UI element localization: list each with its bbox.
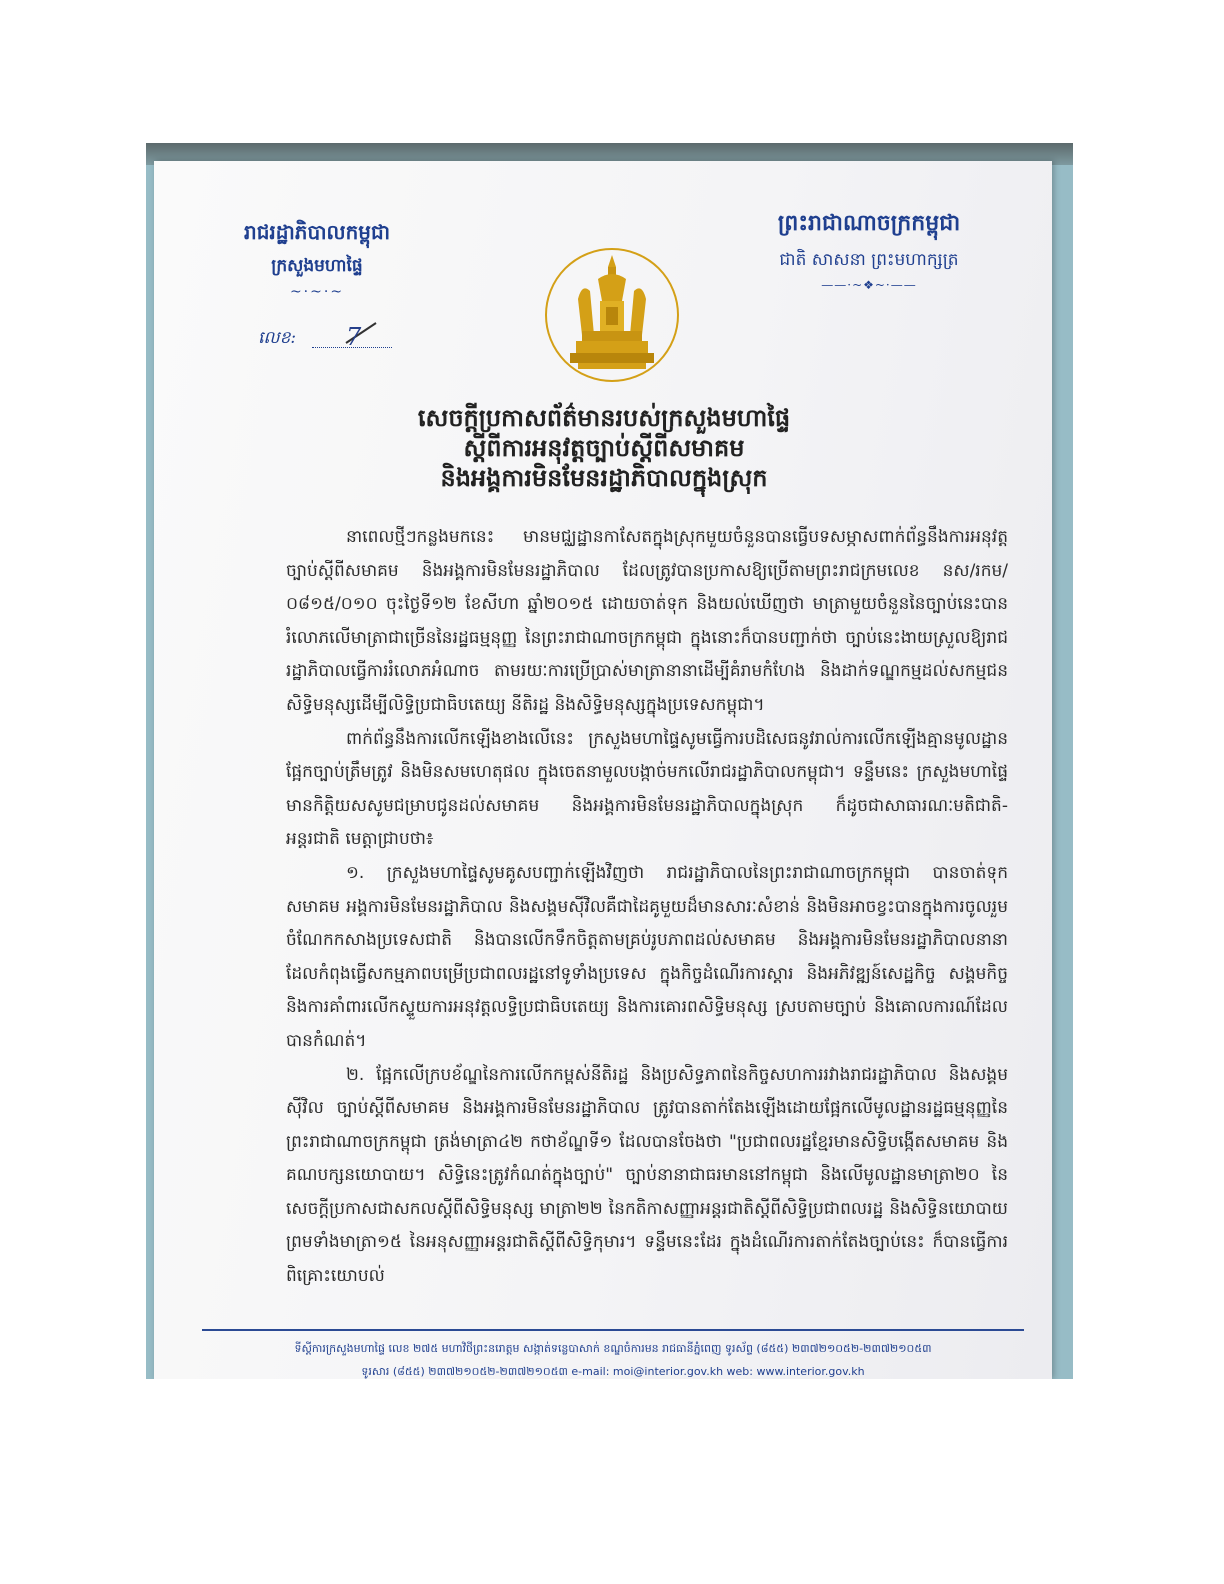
title-line-2: ស្តីពីការអនុវត្តច្បាប់ស្តីពីសមាគម [463, 433, 745, 462]
footer-contact: ទូរសារ (៨៥៥) ២៣៧២១០៥២-២៣៧២១០៥៣ e-mail: moi@interior.gov.kh web: www.interior.gov.kh [361, 1365, 865, 1378]
government-name: រាជរដ្ឋាភិបាលកម្ពុជា [244, 220, 390, 244]
ministry-header [232, 219, 402, 300]
kingdom-header [744, 209, 994, 292]
kingdom-name: ព្រះរាជាណាចក្រកម្ពុជា [777, 210, 961, 236]
letter-sheet [154, 161, 1052, 1379]
paragraph: នាពេលថ្មីៗកន្លងមកនេះ មានមជ្ឈដ្ឋានកាសែតក្នុងស្រុកមួយចំនួនបានធ្វើបទសម្ភាសពាក់ព័ន្ធនឹងការអនុវត្តច្បាប់ស្តីពីសមាគម និងអង្គការមិនមែនរដ្ឋាភិបាល ដែលត្រូវបានប្រកាសឱ្យប្រើតាមព្រះរាជក្រមលេខ នស/រកម/ ០៨១៥/០១០ ចុះថ្ងៃទី១២ ខែសីហា ឆ្នាំ២០១៥ ដោយចាត់ទុក និងយល់ឃើញថា មាត្រាមួយចំនួននៃច្បាប់នេះបានរំលោភលើមាត្រាជាច្រើននៃរដ្ឋធម្មនុញ្ញ នៃព្រះរាជាណាចក្រកម្ពុជា ក្នុងនោះក៏បានបញ្ជាក់ថា ច្បាប់នេះងាយស្រួលឱ្យរាជរដ្ឋាភិបាលធ្វើការរំលោភអំណាច តាមរយៈការប្រើប្រាស់មាត្រានានាដើម្បីគំរាមកំហែង និងដាក់ទណ្ឌកម្មដល់សកម្មជនសិទ្ធិមនុស្សដើម្បីលិទ្ធិប្រជាធិបតេយ្យ នីតិរដ្ឋ និងសិទ្ធិមនុស្សក្នុងប្រទេសកម្ពុជា។ [286, 527, 1008, 715]
letter-body [286, 521, 1008, 1294]
title-line-3: និងអង្គការមិនមែនរដ្ឋាភិបាលក្នុងស្រុក [440, 463, 768, 492]
document-number [258, 323, 398, 355]
paragraph: ១. ក្រសួងមហាផ្ទៃសូមគូសបញ្ជាក់ឡើងវិញថា រាជរដ្ឋាភិបាលនៃព្រះរាជាណាចក្រកម្ពុជា បានចាត់ទុកសមាគម អង្គការមិនមែនរដ្ឋាភិបាល និងសង្គមស៊ីវិលគឺជាដៃគូមួយដ៏មានសារៈសំខាន់ និងមិនអាចខ្វះបានក្នុងការចូលរួមចំណែកកសាងប្រទេសជាតិ និងបានលើកទឹកចិត្តតាមគ្រប់រូបភាពដល់សមាគម និងអង្គការមិនមែនរដ្ឋាភិបាលនានា ដែលកំពុងធ្វើសកម្មភាពបម្រើប្រជាពលរដ្ឋនៅទូទាំងប្រទេស ក្នុងកិច្ចដំណើរការស្តារ និងអភិវឌ្ឍន៍សេដ្ឋកិច្ច សង្គមកិច្ច និងការគាំពារលើកស្ទួយការអនុវត្តលទ្ធិប្រជាធិបតេយ្យ និងការគោរពសិទ្ធិមនុស្ស ស្របតាមច្បាប់ និងគោលការណ៍ដែលបានកំណត់។ [286, 862, 1008, 1051]
ministry-name: ក្រសួងមហាផ្ទៃ [271, 256, 363, 276]
national-motto: ជាតិ សាសនា ព្រះមហាក្សត្រ [779, 250, 959, 270]
announcement-title [304, 403, 904, 493]
number-label: លេខ: [258, 328, 297, 348]
ornament-divider: ~·~·~ [289, 284, 345, 300]
paragraph: ២. ផ្អែកលើក្របខ័ណ្ឌនៃការលើកកម្ពស់នីតិរដ្ឋ និងប្រសិទ្ធភាពនៃកិច្ចសហការរវាងរាជរដ្ឋាភិបាល និងសង្គមស៊ីវិល ច្បាប់ស្តីពីសមាគម និងអង្គការមិនមែនរដ្ឋាភិបាល ត្រូវបានតាក់តែងឡើងដោយផ្អែកលើមូលដ្ឋានរដ្ឋធម្មនុញ្ញនៃព្រះរាជាណាចក្រកម្ពុជា ត្រង់មាត្រា៤២ កថាខ័ណ្ឌទី១ ដែលបានចែងថា "ប្រជាពលរដ្ឋខ្មែរមានសិទ្ធិបង្កើតសមាគម និងគណបក្សនយោបាយ។ សិទ្ធិនេះត្រូវកំណត់ក្នុងច្បាប់" ច្បាប់នានាជាធរមាននៅកម្ពុជា និងលើមូលដ្ឋានមាត្រា២០ នៃសេចក្តីប្រកាសជាសកលស្តីពីសិទ្ធិមនុស្ស មាត្រា២២ នៃកតិកាសញ្ញាអន្តរជាតិស្តីពីសិទ្ធិប្រជាពលរដ្ឋ និងសិទ្ធិនយោបាយ ព្រមទាំងមាត្រា១៥ នៃអនុសញ្ញាអន្តរជាតិស្តីពីសិទ្ធិកុមារ។ ទន្ទឹមនេះដែរ ក្នុងដំណើរការតាក់តែងច្បាប់នេះ ក៏បានធ្វើការពិគ្រោះយោបល់ [286, 1064, 1008, 1287]
ornament-divider: ——·~❖~·—— [821, 278, 917, 292]
footer-address: ទីស្តីការក្រសួងមហាផ្ទៃ លេខ ២៧៥ មហាវិថីព្រះនរោត្តម សង្កាត់ទន្លេបាសាក់ ខណ្ឌចំការមន រាជធានីភ្នំពេញ ទូរស័ព្ទ (៨៥៥) ២៣៧២១០៥២-២៣៧២១០៥៣ [294, 1342, 932, 1355]
document-photo [146, 143, 1073, 1379]
footer-divider [202, 1329, 1024, 1331]
title-line-1: សេចក្តីប្រកាសព័ត៌មានរបស់ក្រសួងមហាផ្ទៃ [417, 403, 791, 432]
letterhead-footer [202, 1337, 1024, 1379]
paragraph: ពាក់ព័ន្ធនឹងការលើកឡើងខាងលើនេះ ក្រសួងមហាផ្ទៃសូមធ្វើការបដិសេធនូវរាល់ការលើកឡើងគ្មានមូលដ្ឋានផ្អែកច្បាប់ត្រឹមត្រូវ និងមិនសមហេតុផល ក្នុងចេតនាមួលបង្កាច់មកលើរាជរដ្ឋាភិបាលកម្ពុជា។ ទន្ទឹមនេះ ក្រសួងមហាផ្ទៃមានកិត្តិយសសូមជម្រាបជូនដល់សមាគម និងអង្គការមិនមែនរដ្ឋាភិបាលក្នុងស្រុក ក៏ដូចជាសាធារណៈមតិជាតិ-អន្តរជាតិ មេត្តាជ្រាបថា៖ [286, 728, 1008, 850]
number-value: 7 [346, 323, 362, 351]
royal-emblem [542, 243, 682, 385]
royal-emblem-icon [542, 243, 682, 385]
